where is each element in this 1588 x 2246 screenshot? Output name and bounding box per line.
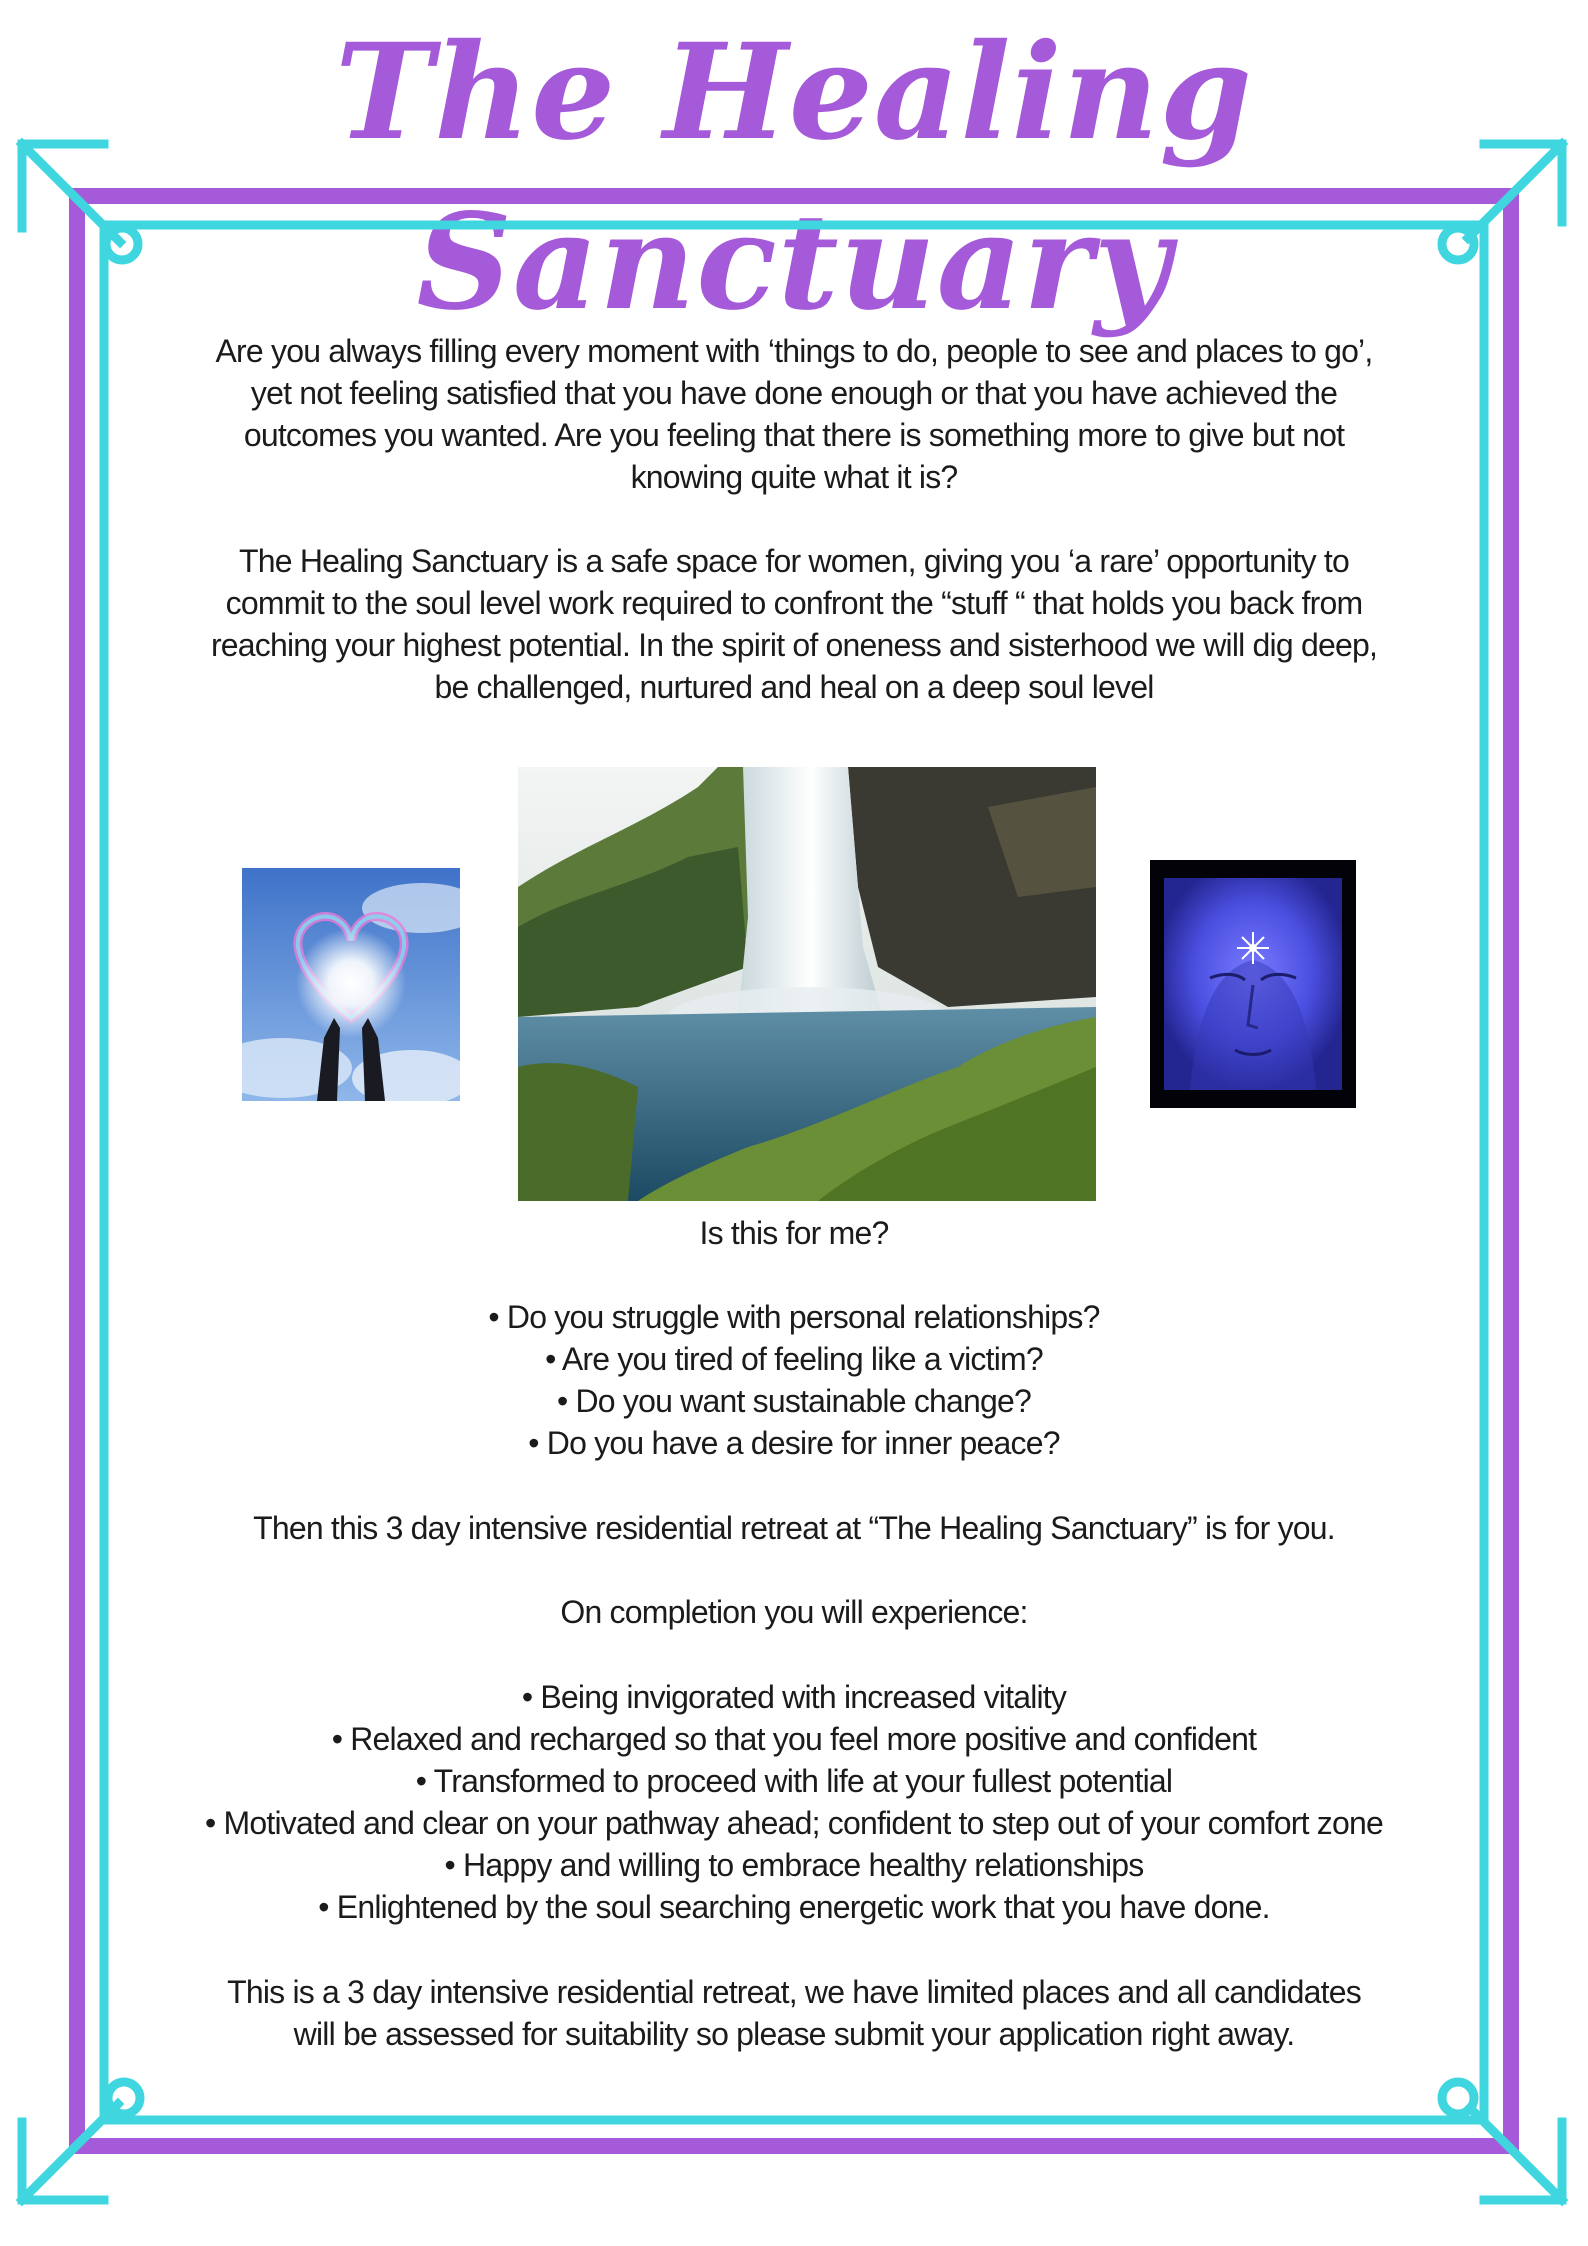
closing-paragraph bbox=[130, 1971, 1458, 2055]
questions-list bbox=[130, 1296, 1458, 1464]
page-title: The Healing Sanctuary bbox=[335, 15, 1253, 340]
intro-line: yet not feeling satisfied that you have done enough or that you have achieved the bbox=[250, 375, 1338, 411]
closing-line: will be assessed for suitability so please submit your application right away. bbox=[293, 2016, 1295, 2052]
list-item: • Enlightened by the soul searching energetic work that you have done. bbox=[318, 1889, 1270, 1925]
heart-hands-image bbox=[242, 868, 460, 1101]
waterfall-image bbox=[518, 767, 1096, 1201]
list-item: • Do you have a desire for inner peace? bbox=[528, 1425, 1060, 1461]
closing-line: This is a 3 day intensive residential retreat, we have limited places and all candidates bbox=[227, 1974, 1361, 2010]
about-line: The Healing Sanctuary is a safe space for women, giving you ‘a rare’ opportunity to bbox=[239, 543, 1349, 579]
blue-face-image bbox=[1150, 860, 1356, 1108]
about-line: commit to the soul level work required to confront the “stuff “ that holds you back from bbox=[225, 585, 1363, 621]
completion-heading: On completion you will experience: bbox=[560, 1594, 1028, 1630]
list-item: • Motivated and clear on your pathway ahead; confident to step out of your comfort zone bbox=[205, 1805, 1383, 1841]
list-item: • Do you struggle with personal relationships? bbox=[488, 1299, 1100, 1335]
list-item: • Relaxed and recharged so that you feel more positive and confident bbox=[331, 1721, 1257, 1757]
about-line: be challenged, nurtured and heal on a deep soul level bbox=[434, 669, 1154, 705]
list-item: • Do you want sustainable change? bbox=[556, 1383, 1032, 1419]
list-item: • Transformed to proceed with life at your fullest potential bbox=[415, 1763, 1173, 1799]
about-paragraph bbox=[130, 540, 1458, 708]
intro-line: outcomes you wanted. Are you feeling that there is something more to give but not bbox=[243, 417, 1345, 453]
benefits-list bbox=[110, 1676, 1478, 1928]
intro-line: knowing quite what it is? bbox=[630, 459, 958, 495]
intro-paragraph bbox=[130, 330, 1458, 498]
question-heading: Is this for me? bbox=[699, 1215, 889, 1251]
list-item: • Happy and willing to embrace healthy relationships bbox=[444, 1847, 1144, 1883]
retreat-line: Then this 3 day intensive residential retreat at “The Healing Sanctuary” is for you. bbox=[253, 1510, 1335, 1546]
list-item: • Are you tired of feeling like a victim? bbox=[545, 1341, 1043, 1377]
about-line: reaching your highest potential. In the spirit of oneness and sisterhood we will dig deep, bbox=[210, 627, 1378, 663]
intro-line: Are you always filling every moment with ‘things to do, people to see and places to go’, bbox=[215, 333, 1373, 369]
list-item: • Being invigorated with increased vitality bbox=[521, 1679, 1067, 1715]
